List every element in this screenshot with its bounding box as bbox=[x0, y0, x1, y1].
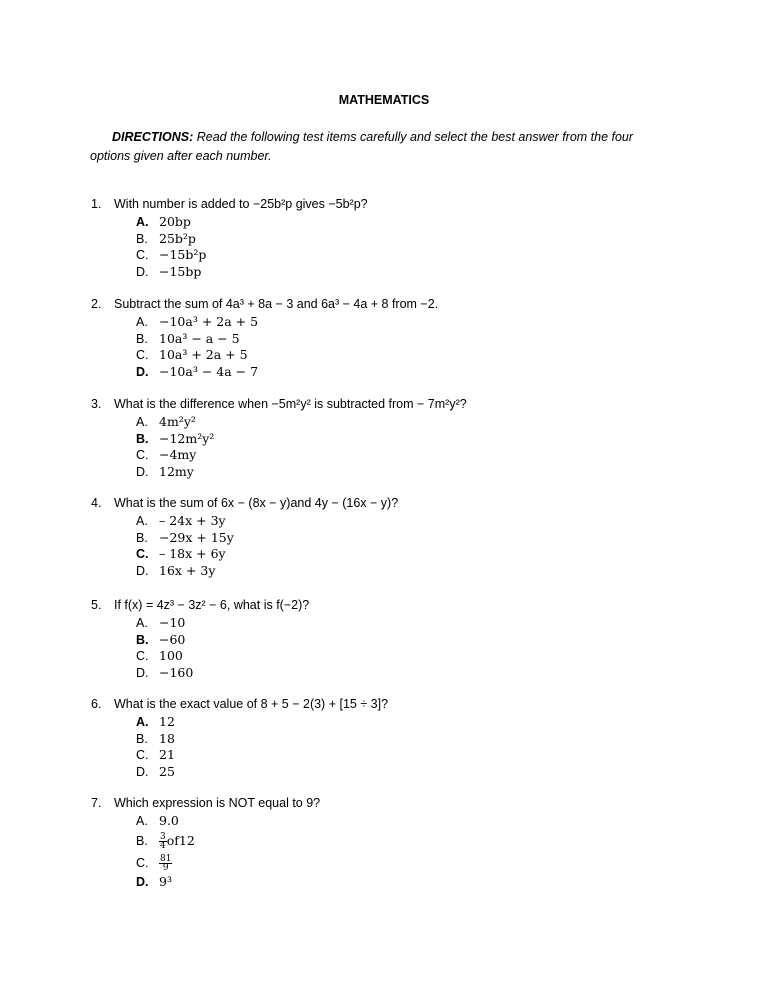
option-value: 25 bbox=[159, 763, 175, 779]
question-4 bbox=[91, 495, 731, 579]
question-7 bbox=[91, 795, 731, 890]
fraction-numerator: 81 bbox=[160, 853, 172, 864]
option-letter: A. bbox=[136, 616, 148, 630]
option-letter: C. bbox=[136, 649, 149, 663]
question-number: 1. bbox=[91, 197, 102, 211]
option-value: −4my bbox=[159, 447, 197, 462]
option-value: −10 bbox=[159, 615, 186, 630]
option-value: – 18x + 6y bbox=[159, 546, 226, 561]
option-letter: C. bbox=[136, 547, 149, 561]
option-d bbox=[91, 764, 731, 781]
option-value: 25b²p bbox=[159, 230, 196, 246]
option-value: −10a³ + 2a + 5 bbox=[159, 314, 259, 329]
fraction bbox=[159, 833, 167, 850]
question-number: 3. bbox=[91, 397, 102, 411]
question-stem: If f(x) = 4z³ − 3z² − 6, what is f(−2)? bbox=[114, 598, 310, 612]
question-number: 4. bbox=[91, 496, 102, 510]
fraction-numerator: 3 bbox=[160, 831, 166, 842]
question-number: 5. bbox=[91, 598, 102, 612]
option-value: −12m²y² bbox=[159, 430, 215, 446]
option-letter: B. bbox=[136, 632, 149, 647]
page-title: MATHEMATICS bbox=[338, 93, 430, 107]
option-value: −15bp bbox=[159, 263, 202, 279]
option-value: −15b²p bbox=[159, 247, 207, 262]
option-b bbox=[91, 731, 731, 748]
option-b bbox=[91, 231, 731, 248]
option-letter: A. bbox=[136, 715, 149, 729]
option-letter: C. bbox=[136, 748, 149, 762]
question-number: 6. bbox=[91, 697, 102, 711]
option-value: −60 bbox=[159, 631, 186, 647]
option-b bbox=[91, 431, 731, 448]
option-value: 16x + 3y bbox=[159, 562, 216, 578]
option-letter: C. bbox=[136, 448, 149, 462]
option-b bbox=[91, 331, 731, 348]
question-stem: What is the difference when −5m²y² is subtracted from − 7m²y²? bbox=[114, 397, 467, 411]
question-stem: What is the exact value of 8 + 5 − 2(3) + [15 ÷ 3]? bbox=[114, 697, 389, 711]
option-c bbox=[91, 247, 731, 264]
option-a bbox=[91, 714, 731, 731]
option-value: 9.0 bbox=[159, 813, 179, 828]
option-d bbox=[91, 264, 731, 281]
option-value: 21 bbox=[159, 747, 175, 762]
fraction-denominator: 9 bbox=[162, 862, 169, 873]
option-d bbox=[91, 563, 731, 580]
question-2 bbox=[91, 296, 731, 380]
option-b bbox=[91, 830, 731, 852]
question-1 bbox=[91, 196, 731, 280]
question-5 bbox=[91, 597, 731, 681]
option-value: −29x + 15y bbox=[159, 529, 234, 545]
question-number: 7. bbox=[91, 796, 102, 810]
option-a bbox=[91, 314, 731, 331]
option-value: 18 bbox=[159, 730, 175, 746]
option-value: 20bp bbox=[159, 214, 191, 229]
option-letter: A. bbox=[136, 315, 148, 329]
option-value: −10a³ − 4a − 7 bbox=[159, 363, 259, 379]
question-6 bbox=[91, 696, 731, 780]
option-d bbox=[91, 665, 731, 682]
option-c bbox=[91, 747, 731, 764]
fraction-denominator: 4 bbox=[160, 840, 166, 851]
option-c bbox=[91, 546, 731, 563]
option-value: 4m²y² bbox=[159, 414, 196, 429]
option-d bbox=[91, 874, 731, 891]
option-letter: D. bbox=[136, 464, 149, 479]
question-number: 2. bbox=[91, 297, 102, 311]
option-letter: A. bbox=[136, 814, 148, 828]
option-letter: C. bbox=[136, 248, 149, 262]
option-letter: B. bbox=[136, 731, 148, 746]
option-d bbox=[91, 464, 731, 481]
option-letter: A. bbox=[136, 514, 148, 528]
option-a bbox=[91, 214, 731, 231]
question-stem: What is the sum of 6x − (8x − y)and 4y − (16x − y)? bbox=[114, 496, 399, 510]
option-value: 12my bbox=[159, 463, 194, 479]
option-value: – 24x + 3y bbox=[159, 513, 226, 528]
option-value: 12 bbox=[159, 714, 175, 729]
option-a bbox=[91, 615, 731, 632]
option-value: 10a³ − a − 5 bbox=[159, 330, 240, 346]
option-c bbox=[91, 447, 731, 464]
option-letter: B. bbox=[136, 833, 148, 848]
option-a bbox=[91, 813, 731, 830]
directions-text: Read the following test items carefully and select the best answer from the four options given after each number. bbox=[90, 130, 634, 163]
option-letter: D. bbox=[136, 764, 149, 779]
option-value: 9³ bbox=[159, 873, 172, 889]
option-letter: B. bbox=[136, 231, 148, 246]
option-a bbox=[91, 414, 731, 431]
option-letter: D. bbox=[136, 364, 149, 379]
option-c bbox=[91, 648, 731, 665]
option-a bbox=[91, 513, 731, 530]
option-letter: A. bbox=[136, 215, 149, 229]
option-letter: B. bbox=[136, 331, 148, 346]
option-letter: B. bbox=[136, 530, 148, 545]
option-b bbox=[91, 530, 731, 547]
option-letter: D. bbox=[136, 874, 149, 889]
question-stem: Which expression is NOT equal to 9? bbox=[114, 796, 321, 810]
option-value bbox=[159, 852, 172, 874]
option-letter: D. bbox=[136, 264, 149, 279]
question-stem: Subtract the sum of 4a³ + 8a − 3 and 6a³ − 4a + 8 from −2. bbox=[114, 297, 439, 311]
option-letter: D. bbox=[136, 665, 149, 680]
directions-label: DIRECTIONS: bbox=[112, 130, 194, 144]
option-d bbox=[91, 364, 731, 381]
option-suffix: of12 bbox=[166, 832, 195, 848]
option-letter: D. bbox=[136, 563, 149, 578]
option-c bbox=[91, 347, 731, 364]
option-value: 10a³ + 2a + 5 bbox=[159, 347, 248, 362]
fraction bbox=[159, 855, 172, 872]
option-letter: C. bbox=[136, 348, 149, 362]
option-c bbox=[91, 852, 731, 874]
option-letter: A. bbox=[136, 415, 148, 429]
option-letter: C. bbox=[136, 855, 149, 870]
option-letter: B. bbox=[136, 431, 149, 446]
option-value bbox=[159, 830, 195, 852]
question-3 bbox=[91, 396, 731, 480]
question-stem: With number is added to −25b²p gives −5b²p? bbox=[114, 197, 368, 211]
directions bbox=[90, 128, 670, 166]
option-value: −160 bbox=[159, 664, 194, 680]
option-value: 100 bbox=[159, 648, 183, 663]
option-b bbox=[91, 632, 731, 649]
